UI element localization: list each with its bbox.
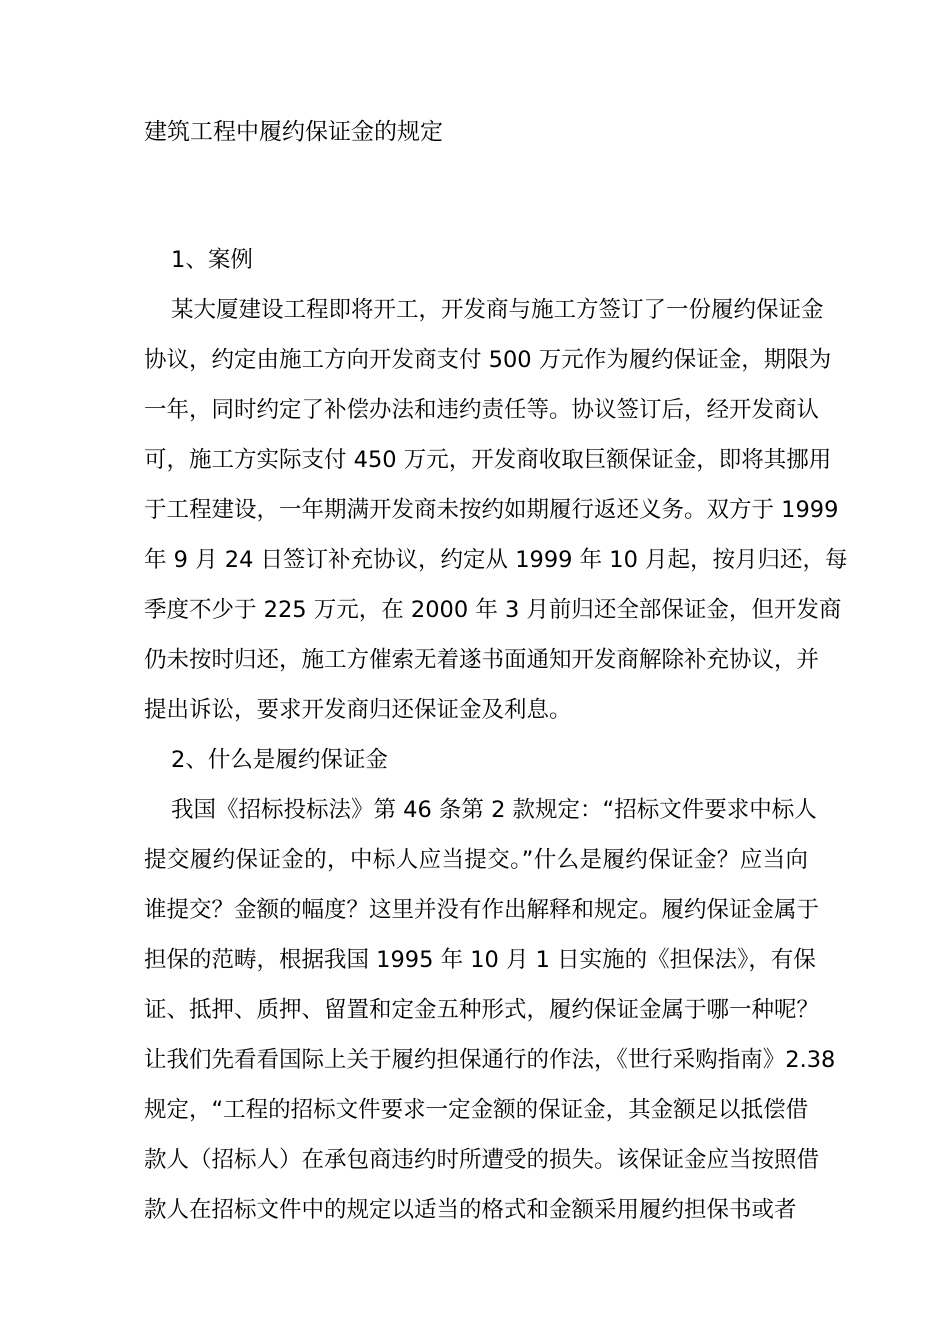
text-line: 谁提交？金额的幅度？这里并没有作出解释和规定。履约保证金属于	[144, 897, 820, 923]
text-line: 担保的范畴，根据我国 1995 年 10 月 1 日实施的《担保法》，有保	[144, 947, 816, 973]
text-line: 款人（招标人）在承包商违约时所遭受的损失。该保证金应当按照借	[144, 1147, 820, 1173]
text-line: 规定，“工程的招标文件要求一定金额的保证金，其金额足以抵偿借	[144, 1097, 809, 1123]
text-line: 提交履约保证金的，中标人应当提交。”什么是履约保证金？应当向	[144, 847, 808, 873]
text-line: 2、什么是履约保证金	[171, 747, 388, 773]
text-line: 可，施工方实际支付 450 万元，开发商收取巨额保证金，即将其挪用	[144, 447, 832, 473]
text-line: 于工程建设，一年期满开发商未按约如期履行返还义务。双方于 1999	[144, 497, 839, 523]
document-body	[144, 235, 848, 1235]
text-line: 一年，同时约定了补偿办法和违约责任等。协议签订后，经开发商认	[144, 397, 820, 423]
text-line: 提出诉讼，要求开发商归还保证金及利息。	[144, 697, 572, 723]
text-line: 让我们先看看国际上关于履约担保通行的作法，《世行采购指南》2.38	[144, 1047, 836, 1073]
text-line: 协议，约定由施工方向开发商支付 500 万元作为履约保证金，期限为	[144, 347, 832, 373]
text-line: 我国《招标投标法》第 46 条第 2 款规定：“招标文件要求中标人	[171, 797, 817, 823]
text-line: 1、案例	[171, 247, 253, 273]
text-line: 季度不少于 225 万元，在 2000 年 3 月前归还全部保证金，但开发商	[144, 597, 842, 623]
text-line: 证、抵押、质押、留置和定金五种形式，履约保证金属于哪一种呢？	[144, 997, 820, 1023]
document-title: 建筑工程中履约保证金的规定	[144, 119, 443, 145]
text-line: 仍未按时归还，施工方催索无着遂书面通知开发商解除补充协议，并	[144, 647, 820, 673]
text-line: 年 9 月 24 日签订补充协议，约定从 1999 年 10 月起，按月归还，每	[144, 547, 848, 573]
text-line: 某大厦建设工程即将开工，开发商与施工方签订了一份履约保证金	[171, 297, 824, 323]
text-line: 款人在招标文件中的规定以适当的格式和金额采用履约担保书或者	[144, 1197, 797, 1223]
